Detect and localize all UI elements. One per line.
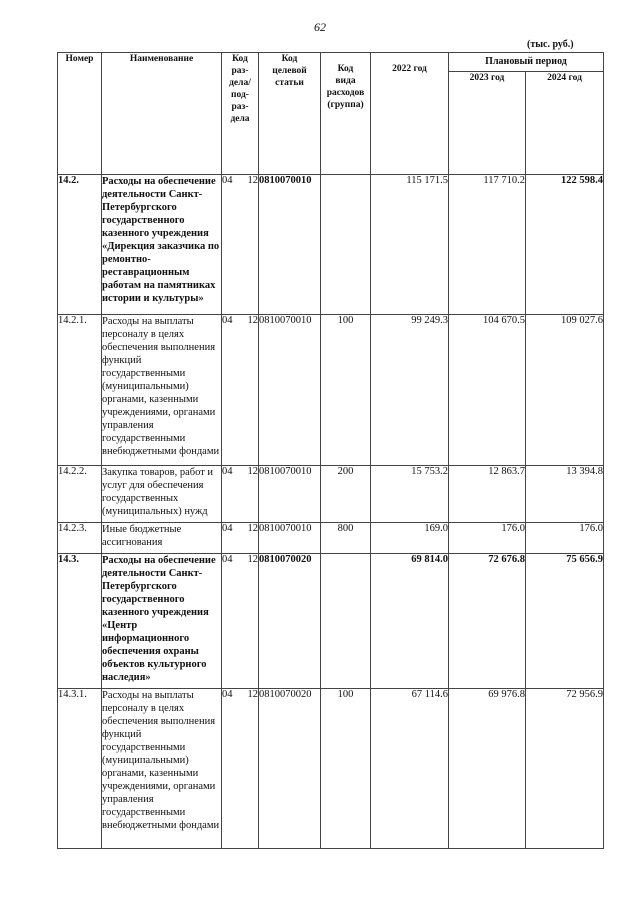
row-kvr: 200 [321, 466, 371, 523]
row-2022: 169.0 [371, 523, 449, 554]
row-2022: 99 249.3 [371, 315, 449, 466]
header-kvr-line: расходов [326, 88, 365, 98]
row-2022: 69 814.0 [371, 554, 449, 689]
header-razdel-line: Код [232, 54, 248, 64]
row-2023: 104 670.5 [449, 315, 526, 466]
podrazdel-code: 12 [247, 175, 258, 186]
row-2024: 176.0 [526, 523, 604, 554]
razdel-code: 04 [222, 315, 233, 326]
row-2024: 109 027.6 [526, 315, 604, 466]
row-2022: 15 753.2 [371, 466, 449, 523]
row-razdel [222, 523, 259, 554]
row-name: Расходы на выплаты персоналу в целях обеспечения выполнения функций государственными (муниципальными) органами, казенными учреждениями, органами управления государственными внебюджетными фондами [102, 689, 222, 849]
row-csr: 0810070020 [259, 689, 321, 849]
razdel-code: 04 [222, 554, 233, 565]
row-2022: 67 114.6 [371, 689, 449, 849]
header-razdel-line: дела [230, 114, 250, 124]
header-name: Наименование [102, 53, 222, 175]
table-row [58, 689, 604, 849]
row-2023: 117 710.2 [449, 175, 526, 315]
header-kvr-line: (группа) [327, 100, 364, 110]
row-number: 14.2. [58, 175, 102, 315]
header-csr [259, 53, 321, 175]
header-2022: 2022 год [371, 53, 449, 175]
row-razdel [222, 689, 259, 849]
row-2024: 75 656.9 [526, 554, 604, 689]
header-razdel-line: раз- [231, 102, 249, 112]
row-csr: 0810070010 [259, 175, 321, 315]
header-razdel-line: под- [231, 90, 249, 100]
header-kvr-line: вида [335, 76, 356, 86]
budget-table [57, 52, 604, 849]
row-2023: 176.0 [449, 523, 526, 554]
table-row [58, 315, 604, 466]
units-label: (тыс. руб.) [527, 39, 574, 50]
row-csr: 0810070010 [259, 315, 321, 466]
row-name: Расходы на обеспечение деятельности Санкт-Петербургского государственного казенного учреждения «Центр информационного обеспечения охраны объектов культурного наследия» [102, 554, 222, 689]
row-2024: 72 956.9 [526, 689, 604, 849]
razdel-code: 04 [222, 466, 233, 477]
header-2024: 2024 год [526, 72, 604, 175]
row-razdel [222, 466, 259, 523]
header-number: Номер [58, 53, 102, 175]
podrazdel-code: 12 [247, 466, 258, 477]
razdel-code: 04 [222, 689, 233, 700]
page-number: 62 [314, 20, 326, 34]
header-csr-line: целевой [272, 66, 307, 76]
row-kvr [321, 175, 371, 315]
row-number: 14.2.2. [58, 466, 102, 523]
podrazdel-code: 12 [247, 315, 258, 326]
row-name: Расходы на выплаты персоналу в целях обеспечения выполнения функций государственными (муниципальными) органами, казенными учреждениями, органами управления государственными внебюджетными фондами [102, 315, 222, 466]
podrazdel-code: 12 [247, 523, 258, 534]
row-kvr [321, 554, 371, 689]
header-razdel-line: раз- [231, 66, 249, 76]
row-csr: 0810070010 [259, 466, 321, 523]
header-2023: 2023 год [449, 72, 526, 175]
header-plan-period: Плановый период [449, 53, 604, 72]
row-razdel [222, 175, 259, 315]
row-2023: 72 676.8 [449, 554, 526, 689]
row-razdel [222, 554, 259, 689]
row-2023: 69 976.8 [449, 689, 526, 849]
row-kvr: 100 [321, 315, 371, 466]
row-2022: 115 171.5 [371, 175, 449, 315]
row-kvr: 800 [321, 523, 371, 554]
row-number: 14.2.1. [58, 315, 102, 466]
row-name: Расходы на обеспечение деятельности Санкт-Петербургского государственного казенного учреждения «Дирекция заказчика по ремонтно-реставрационным работам на памятниках истории и культуры» [102, 175, 222, 315]
row-number: 14.2.3. [58, 523, 102, 554]
row-name: Иные бюджетные ассигнования [102, 523, 222, 554]
table-row [58, 466, 604, 523]
header-csr-line: статьи [275, 78, 304, 88]
podrazdel-code: 12 [247, 554, 258, 565]
row-name: Закупка товаров, работ и услуг для обеспечения государственных (муниципальных) нужд [102, 466, 222, 523]
header-kvr-line: Код [337, 64, 354, 74]
header-razdel-line: дела/ [229, 78, 251, 88]
table-row [58, 175, 604, 315]
razdel-code: 04 [222, 175, 233, 186]
row-2024: 13 394.8 [526, 466, 604, 523]
header-csr-line: Код [281, 54, 298, 64]
table-row [58, 554, 604, 689]
row-csr: 0810070020 [259, 554, 321, 689]
header-kvr [321, 53, 371, 175]
table-row [58, 523, 604, 554]
row-razdel [222, 315, 259, 466]
row-number: 14.3. [58, 554, 102, 689]
row-2023: 12 863.7 [449, 466, 526, 523]
row-number: 14.3.1. [58, 689, 102, 849]
row-2024: 122 598.4 [526, 175, 604, 315]
row-csr: 0810070010 [259, 523, 321, 554]
header-razdel [222, 53, 259, 175]
row-kvr: 100 [321, 689, 371, 849]
podrazdel-code: 12 [247, 689, 258, 700]
razdel-code: 04 [222, 523, 233, 534]
